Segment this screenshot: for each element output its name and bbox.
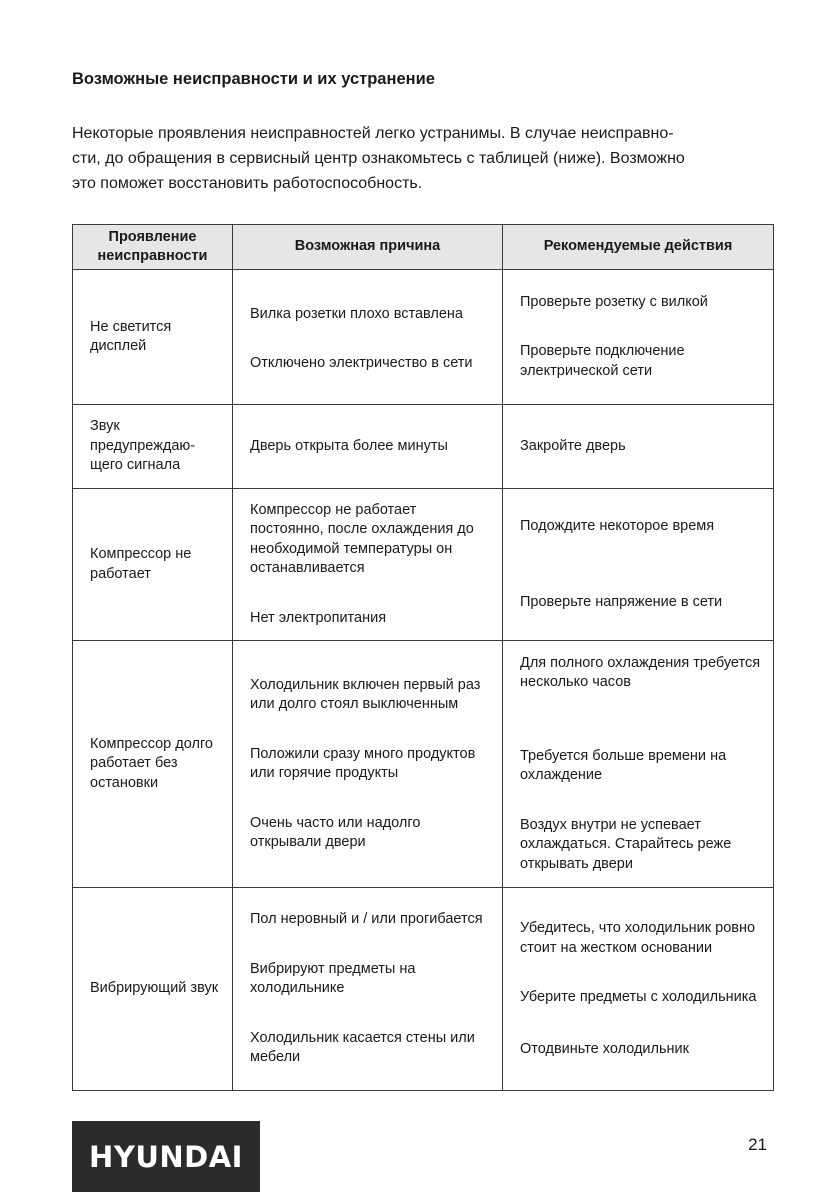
action-item: Уберите предметы с холодильника: [520, 989, 757, 1005]
cause-item: Нет электропитания: [250, 609, 387, 626]
table-row: [73, 489, 774, 641]
action-cell: [503, 888, 774, 1091]
cause-cell: [233, 489, 503, 641]
action-item: Закройте дверь: [520, 437, 626, 454]
cause-cell: [233, 641, 503, 888]
table-row: [73, 888, 774, 1091]
intro-line: это поможет восстановить работоспособность.: [72, 175, 423, 192]
cause-item: Очень часто или надолго открывали двери: [250, 814, 421, 850]
action-cell: [503, 641, 774, 888]
action-item: Воздух внутри не успевает охлаждаться. Старайтесь реже открывать двери: [520, 816, 732, 872]
column-header-symptom: Проявление неисправности: [73, 225, 233, 270]
cause-item: Вибрируют предметы на холодильнике: [250, 960, 416, 997]
cause-item: Вилка розетки плохо вставлена: [250, 305, 463, 322]
cause-item: Компрессор не работает постоянно, после охлаждения до необходимой температуры он останавливается: [250, 501, 474, 577]
symptom-cell: Вибрирующий звук: [73, 888, 233, 1091]
cause-cell: [233, 405, 503, 489]
action-cell: [503, 270, 774, 405]
brand-logo: HYUNDAI: [72, 1121, 260, 1192]
action-item: Проверьте подключение электрической сети: [520, 343, 685, 379]
symptom-cell: Компрессор долго работает без остановки: [73, 641, 233, 888]
symptom-cell: Компрессор не работает: [73, 489, 233, 641]
action-item: Убедитесь, что холодильник ровно стоит на жестком основании: [520, 920, 756, 956]
symptom-cell: Не светится дисплей: [73, 270, 233, 405]
action-item: Требуется больше времени на охлаждение: [520, 747, 727, 784]
cause-item: Отключено электричество в сети: [250, 355, 473, 371]
cause-cell: [233, 270, 503, 405]
table-row: [73, 641, 774, 888]
cause-item: Холодильник включен первый раз или долго стоял выключенным: [250, 676, 481, 712]
table-header-row: [73, 225, 774, 270]
troubleshooting-table: [72, 224, 774, 1091]
column-header-action: Рекомендуемые действия: [503, 225, 774, 270]
cause-item: Холодильник касается стены или мебели: [250, 1029, 475, 1066]
table-row: [73, 270, 774, 405]
intro-line: Некоторые проявления неисправностей легко устранимы. В случае неисправно-: [72, 125, 674, 142]
action-item: Для полного охлаждения требуется несколько часов: [520, 654, 761, 691]
action-item: Отодвиньте холодильник: [520, 1040, 689, 1057]
table-row: [73, 405, 774, 489]
cause-item: Положили сразу много продуктов или горячие продукты: [250, 745, 476, 781]
cause-cell: [233, 888, 503, 1091]
action-item: Проверьте напряжение в сети: [520, 593, 723, 610]
symptom-cell: Звук предупреждаю- щего сигнала: [73, 405, 233, 489]
action-cell: [503, 405, 774, 489]
intro-line: сти, до обращения в сервисный центр ознакомьтесь с таблицей (ниже). Возможно: [72, 150, 685, 167]
page-number: 21: [748, 1135, 767, 1154]
column-header-cause: Возможная причина: [233, 225, 503, 270]
page-title: Возможные неисправности и их устранение: [72, 70, 435, 88]
cause-item: Пол неровный и / или прогибается: [250, 911, 483, 928]
intro-paragraph: [72, 121, 770, 196]
action-item: Подождите некоторое время: [520, 518, 715, 534]
action-item: Проверьте розетку с вилкой: [520, 293, 708, 310]
cause-item: Дверь открыта более минуты: [250, 437, 448, 454]
action-cell: [503, 489, 774, 641]
